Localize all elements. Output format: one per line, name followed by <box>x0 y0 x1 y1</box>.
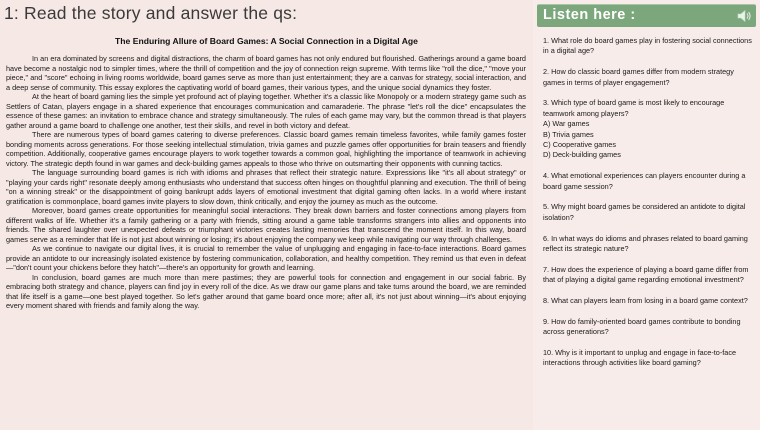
question-text: 6. In what ways do idioms and phrases related to board gaming reflect its strategic nature? <box>543 233 748 254</box>
question-item <box>543 296 755 306</box>
story-text <box>6 54 526 311</box>
answer-option-a: A) War games <box>543 119 590 129</box>
story-paragraph: In conclusion, board games are much more than mere pastimes; they are powerful tools for connection and engagement in our social fabric. By embracing both strategy and chance, players can find joy in every roll of the dice. As we draw our game plans and take turns around the board, we are reminded that life itself is a game—one best played together. So let's gather around that game board once more; after all, it's not just about winning—it's about enjoying every moment shared with friends and family along the way. <box>6 272 526 311</box>
story-paragraph: The language surrounding board games is rich with idioms and phrases that reflect their strategic nature. Expressions like "it's all about strategy" or "playing your cards right" resonate deeply among enthusiasts who understand that success often hinges on thoughtful planning and execution. The thrill of being "on a winning streak" or the disappointment of going bankrupt adds layers of emotional investment that digital gaming often lacks. In a world where instant gratification is commonplace, board games invite players to slow down, think critically, and enjoy the journey as much as the outcome. <box>6 168 526 206</box>
question-item <box>543 171 755 192</box>
question-text: 7. How does the experience of playing a board game differ from that of playing a digital game regarding emotional investment? <box>543 264 749 285</box>
task-title: 1: Read the story and answer the qs: <box>4 3 298 23</box>
listen-label: Listen here : <box>543 7 636 23</box>
question-text: 5. Why might board games be considered an antidote to digital isolation? <box>543 202 746 222</box>
story-paragraph: At the heart of board gaming lies the simple yet profound act of playing together. Whether it's a classic like Monopoly or a modern strategy game such as Settlers of Catan, players engage in a shared experience that encourages communication and camaraderie. The phrase "let's roll the dice" encapsulates the essence of these games: an invitation to embrace chance and strategy simultaneously. The rules of each game may vary, but the common thread is that players gather around a game board to challenge one another, test their skills, and revel in both victory and defeat. <box>6 92 526 130</box>
question-item <box>543 202 755 223</box>
question-item <box>543 265 755 286</box>
answer-option-d: D) Deck-building games <box>543 150 621 160</box>
question-item <box>543 234 755 255</box>
listen-bar <box>537 4 756 27</box>
story-paragraph: As we continue to navigate our digital lives, it is crucial to remember the value of unplugging and engaging in face-to-face interactions. Board games provide an antidote to our increasingly isolated existence by fostering communication, collaboration, and healthy competition. They remind us that even in defeat—"don't count your chickens before they hatch"—there's an opportunity for growth and learning. <box>6 244 526 273</box>
question-item <box>543 98 755 160</box>
question-item <box>543 317 755 338</box>
question-item <box>543 36 755 57</box>
question-text: 10. Why is it important to unplug and engage in face-to-face interactions through activities like board gaming? <box>543 348 737 368</box>
answer-option-c: C) Cooperative games <box>543 140 617 150</box>
question-text: 3. Which type of board game is most likely to encourage teamwork among players? <box>543 98 725 118</box>
speaker-icon[interactable] <box>736 8 752 24</box>
question-text: 9. How do family-oriented board games contribute to bonding across generations? <box>543 316 741 337</box>
question-text: 2. How do classic board games differ from modern strategy games in terms of player engagement? <box>543 67 734 87</box>
question-text: 1. What role do board games play in fostering social connections in a digital age? <box>543 36 752 56</box>
story-paragraph: Moreover, board games create opportunities for meaningful social interactions. They break down barriers and foster connections among players from different walks of life. Whether it's a family gathering or a party with friends, sitting around a game table transforms strangers into allies and opponents into friends. The shared laughter over unexpected defeats or triumphant victories creates lasting memories that transcend the moment itself. In this way, board games serve as a reminder that life is not just about winning or losing; it's about enjoying the company we keep while navigating our way through challenges. <box>6 206 526 244</box>
question-text: 8. What can players learn from losing in a board game context? <box>543 296 748 306</box>
answer-option-b: B) Trivia games <box>543 129 594 139</box>
question-list <box>543 36 755 379</box>
story-paragraph: There are numerous types of board games catering to diverse preferences. Classic board games remain timeless favorites, while family games foster bonding moments across generations. For those seeking intellectual stimulation, trivia games and puzzle games offer opportunities for brain teasers and friendly competition. Additionally, cooperative games encourage players to work together towards a common goal, highlighting the importance of teamwork in achieving victory. The strategic depth found in war games and deck-building games appeals to those who thrive on outsmarting their opponents with cunning tactics. <box>6 130 526 168</box>
story-title: The Enduring Allure of Board Games: A Social Connection in a Digital Age <box>115 36 418 46</box>
question-text: 4. What emotional experiences can players encounter during a board game session? <box>543 171 746 191</box>
question-item <box>543 348 755 369</box>
question-item <box>543 67 755 88</box>
story-paragraph: In an era dominated by screens and digital distractions, the charm of board games has not only endured but flourished. Gatherings around a game board have become a nostalgic nod to simpler times, where the thrill of competition and the joy of connection reign supreme. With terms like "roll the dice," "move your piece," and "score" echoing in living rooms worldwide, board games serve as more than just entertainment; they are a canvas for strategy, social interaction, and a deep sense of community. This essay explores the captivating world of board games, their various types, and the unique social dynamics they foster. <box>6 54 526 92</box>
